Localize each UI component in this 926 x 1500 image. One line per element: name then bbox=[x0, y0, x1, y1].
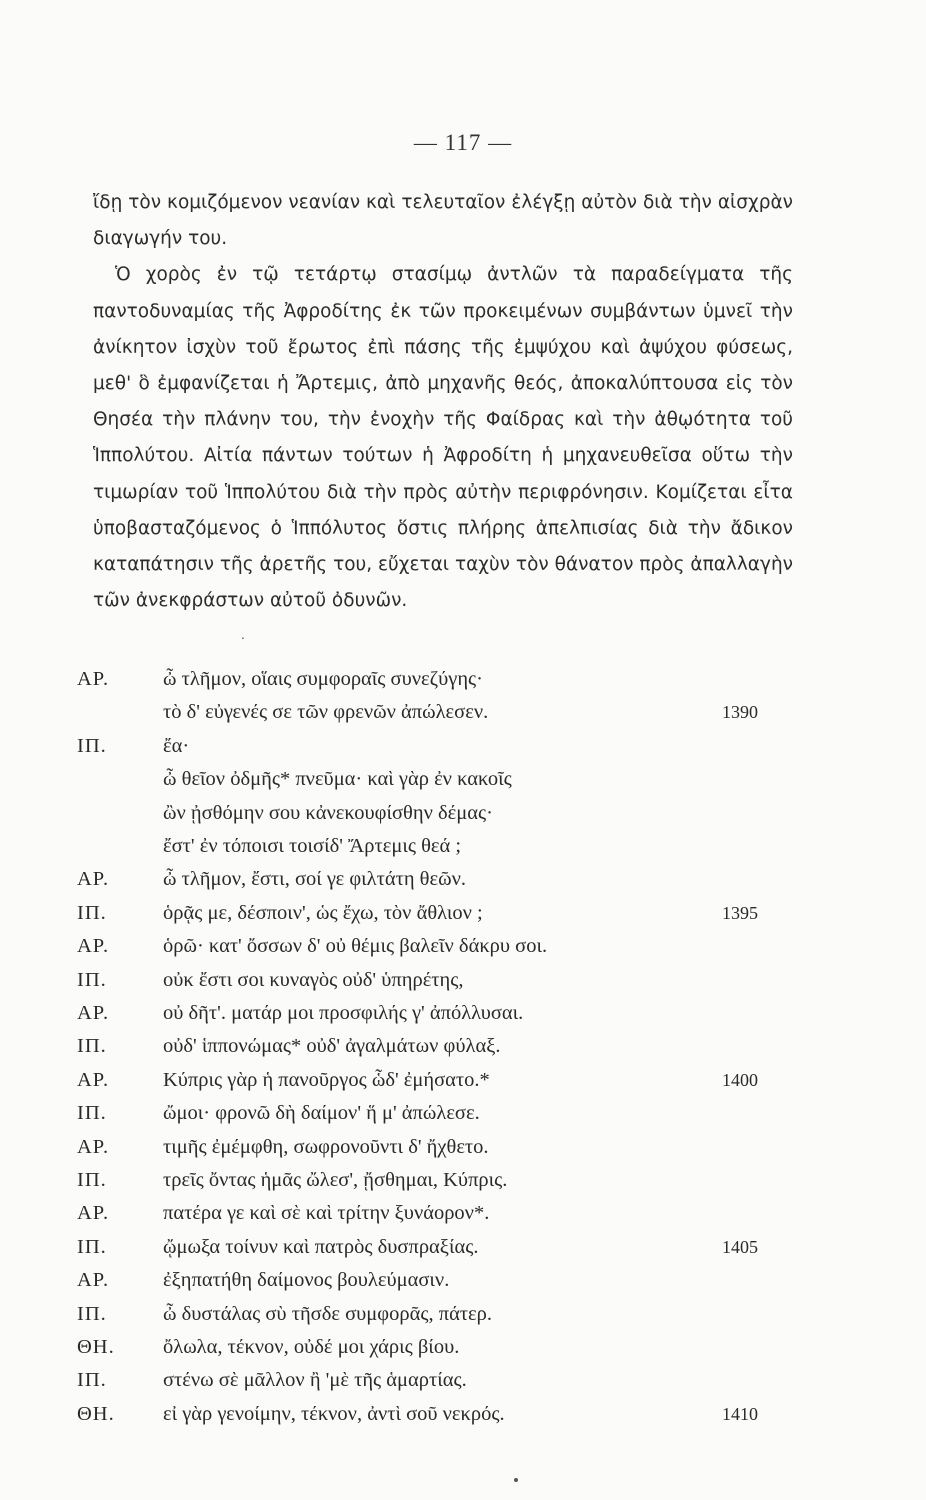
speaker-label: ΙΠ. bbox=[77, 968, 107, 991]
verse-line bbox=[0, 1132, 926, 1162]
speaker-label: ΑΡ. bbox=[77, 1135, 110, 1158]
speaker-label: ΑΡ. bbox=[77, 1269, 110, 1292]
verse-text: εἰ γὰρ γενοίμην, τέκνον, ἀντὶ σοῦ νεκρός. bbox=[163, 1402, 505, 1425]
verse-line bbox=[0, 1299, 926, 1329]
verse-text: Κύπρις γὰρ ἡ πανοῦργος ὧδ' ἐμήσατο.* bbox=[163, 1068, 490, 1091]
verse-line bbox=[0, 1265, 926, 1295]
verse-line bbox=[0, 1165, 926, 1195]
speaker-label: ΑΡ. bbox=[77, 1068, 110, 1091]
verse-text: ὁρῶ· κατ' ὄσσων δ' οὐ θέμις βαλεῖν δάκρυ σοι. bbox=[163, 935, 548, 958]
speaker-label: ΙΠ. bbox=[77, 1369, 107, 1392]
verse-text: ὦ θεῖον ὀδμῆς* πνεῦμα· καὶ γὰρ ἐν κακοῖς bbox=[163, 768, 512, 791]
verse-line bbox=[0, 1365, 926, 1395]
verse-line bbox=[0, 931, 926, 961]
speaker-label: ΙΠ. bbox=[77, 734, 107, 757]
verse-line bbox=[0, 764, 926, 794]
verse-line bbox=[0, 1198, 926, 1228]
verse-text: ὦ τλῆμον, οἵαις συμφοραῖς συνεζύγης· bbox=[163, 668, 483, 690]
verse-line bbox=[0, 965, 926, 995]
verse-text: οὐδ' ἱππονώμας* οὐδ' ἀγαλμάτων φύλαξ. bbox=[163, 1035, 501, 1058]
speaker-label: ΙΠ. bbox=[77, 901, 107, 924]
verse-text: ᾤμωξα τοίνυν καὶ πατρὸς δυσπραξίας. bbox=[163, 1235, 479, 1258]
verse-text: ὦ δυστάλας σὺ τῆσδε συμφορᾶς, πάτερ. bbox=[163, 1302, 493, 1325]
verse-text: στένω σὲ μᾶλλον ἢ 'μὲ τῆς ἁμαρτίας. bbox=[163, 1369, 467, 1392]
line-number: 1400 bbox=[722, 1069, 758, 1090]
speaker-label: ΘΗ. bbox=[77, 1402, 115, 1425]
verse-text: ἔστ' ἐν τόποισι τοισίδ' Ἄρτεμις θεά ; bbox=[163, 835, 462, 857]
speaker-label: ΑΡ. bbox=[77, 868, 110, 891]
printer-mark bbox=[514, 1478, 518, 1482]
speaker-label: ΑΡ. bbox=[77, 668, 110, 690]
verse-line bbox=[0, 898, 926, 928]
speaker-label: ΑΡ. bbox=[77, 1202, 110, 1225]
speaker-label: ΙΠ. bbox=[77, 1035, 107, 1058]
verse-text: ἐξηπατήθη δαίμονος βουλεύμασιν. bbox=[163, 1269, 450, 1292]
section-separator: . bbox=[241, 628, 245, 642]
verse-line bbox=[0, 864, 926, 894]
page-number: — 117 — bbox=[413, 130, 513, 155]
verse-line bbox=[0, 1399, 926, 1429]
intro-paragraph: ἴδῃ τὸν κομιζόμενον νεανίαν καὶ τελευταῖον ἐλέγξῃ αὐτὸν διὰ τὴν αἰσχρὰν διαγωγήν του. bbox=[93, 192, 793, 250]
verse-text: οὐ δῆτ'. ματάρ μοι προσφιλής γ' ἀπόλλυσαι. bbox=[163, 1002, 524, 1024]
verse-line bbox=[0, 998, 926, 1028]
line-number: 1390 bbox=[722, 702, 758, 723]
verse-line bbox=[0, 1065, 926, 1095]
verse-text: οὐκ ἔστι σοι κυναγὸς οὐδ' ὑπηρέτης, bbox=[163, 968, 464, 991]
verse-text: τὸ δ' εὐγενές σε τῶν φρενῶν ἀπώλεσεν. bbox=[163, 701, 489, 724]
speaker-label: ΙΠ. bbox=[77, 1169, 107, 1191]
verse-line bbox=[0, 664, 926, 694]
verse-text: τιμῆς ἐμέμφθη, σωφρονοῦντι δ' ἤχθετο. bbox=[163, 1135, 489, 1158]
verse-text: ὁρᾷς με, δέσποιν', ὡς ἔχω, τὸν ἄθλιον ; bbox=[163, 901, 483, 924]
verse-text: πατέρα γε καὶ σὲ καὶ τρίτην ξυνάορον*. bbox=[163, 1202, 490, 1225]
speaker-label: ΑΡ. bbox=[77, 935, 110, 958]
line-number: 1405 bbox=[722, 1236, 758, 1257]
speaker-label: ΙΠ. bbox=[77, 1235, 107, 1258]
verse-line bbox=[0, 831, 926, 861]
verse-text: ὦ τλῆμον, ἔστι, σοί γε φιλτάτη θεῶν. bbox=[163, 868, 466, 891]
intro-paragraph: Ὁ χορὸς ἐν τῷ τετάρτῳ στασίμῳ ἀντλῶν τὰ παραδείγματα τῆς παντοδυναμίας τῆς Ἀφροδίτης ἐκ τῶν προκειμένων συμβάντων ὑμνεῖ τὴν ἀνίκητον ἰσχὺν τοῦ ἔρωτος ἐπὶ πάσης τῆς ἐμψύχου καὶ ἀψύχου φύσεως, μεθ' ὃ ἐμφανίζεται ἡ Ἄρτεμις, ἀπὸ μηχανῆς θεός, ἀποκαλύπτουσα εἰς τὸν Θησέα τὴν πλάνην του, τὴν ἐνοχὴν τῆς Φαίδρας καὶ τὴν ἀθῳότητα τοῦ Ἱππολύτου. Αἰτία πάντων τούτων ἡ Ἀφροδίτη ἡ μηχανευθεῖσα οὕτω τὴν τιμωρίαν τοῦ Ἱππολύτου διὰ τὴν πρὸς αὐτὴν περιφρόνησιν. Κομίζεται εἶτα ὑποβασταζόμενος ὁ Ἱππόλυτος ὅστις πλήρης ἀπελπισίας διὰ τὴν ἄδικον καταπάτησιν τῆς ἀρετῆς του, εὔχεται ταχὺν τὸν θάνατον πρὸς ἀπαλλαγὴν τῶν ἀνεκφράστων αὐτοῦ ὀδυνῶν. bbox=[93, 264, 793, 612]
verse-line bbox=[0, 1098, 926, 1128]
line-number: 1410 bbox=[722, 1403, 758, 1424]
verse-line bbox=[0, 1332, 926, 1362]
verse-line bbox=[0, 1031, 926, 1061]
verse-text: ὤμοι· φρονῶ δὴ δαίμον' ἥ μ' ἀπώλεσε. bbox=[163, 1102, 480, 1125]
verse-text: τρεῖς ὄντας ἡμᾶς ὤλεσ', ᾔσθημαι, Κύπρις. bbox=[163, 1169, 508, 1191]
speaker-label: ΘΗ. bbox=[77, 1336, 115, 1358]
speaker-label: ΑΡ. bbox=[77, 1002, 110, 1024]
speaker-label: ΙΠ. bbox=[77, 1102, 107, 1125]
verse-text: ὄλωλα, τέκνον, οὐδέ μοι χάρις βίου. bbox=[163, 1336, 460, 1358]
intro-text bbox=[93, 185, 793, 619]
verse-text: ἔα· bbox=[163, 734, 190, 757]
line-number: 1395 bbox=[722, 902, 758, 923]
speaker-label: ΙΠ. bbox=[77, 1302, 107, 1325]
verse-line bbox=[0, 731, 926, 761]
verse-line bbox=[0, 798, 926, 828]
verse-line bbox=[0, 697, 926, 727]
verse-line bbox=[0, 1232, 926, 1262]
verse-text: ὢν ᾐσθόμην σου κἀνεκουφίσθην δέμας· bbox=[163, 801, 493, 824]
